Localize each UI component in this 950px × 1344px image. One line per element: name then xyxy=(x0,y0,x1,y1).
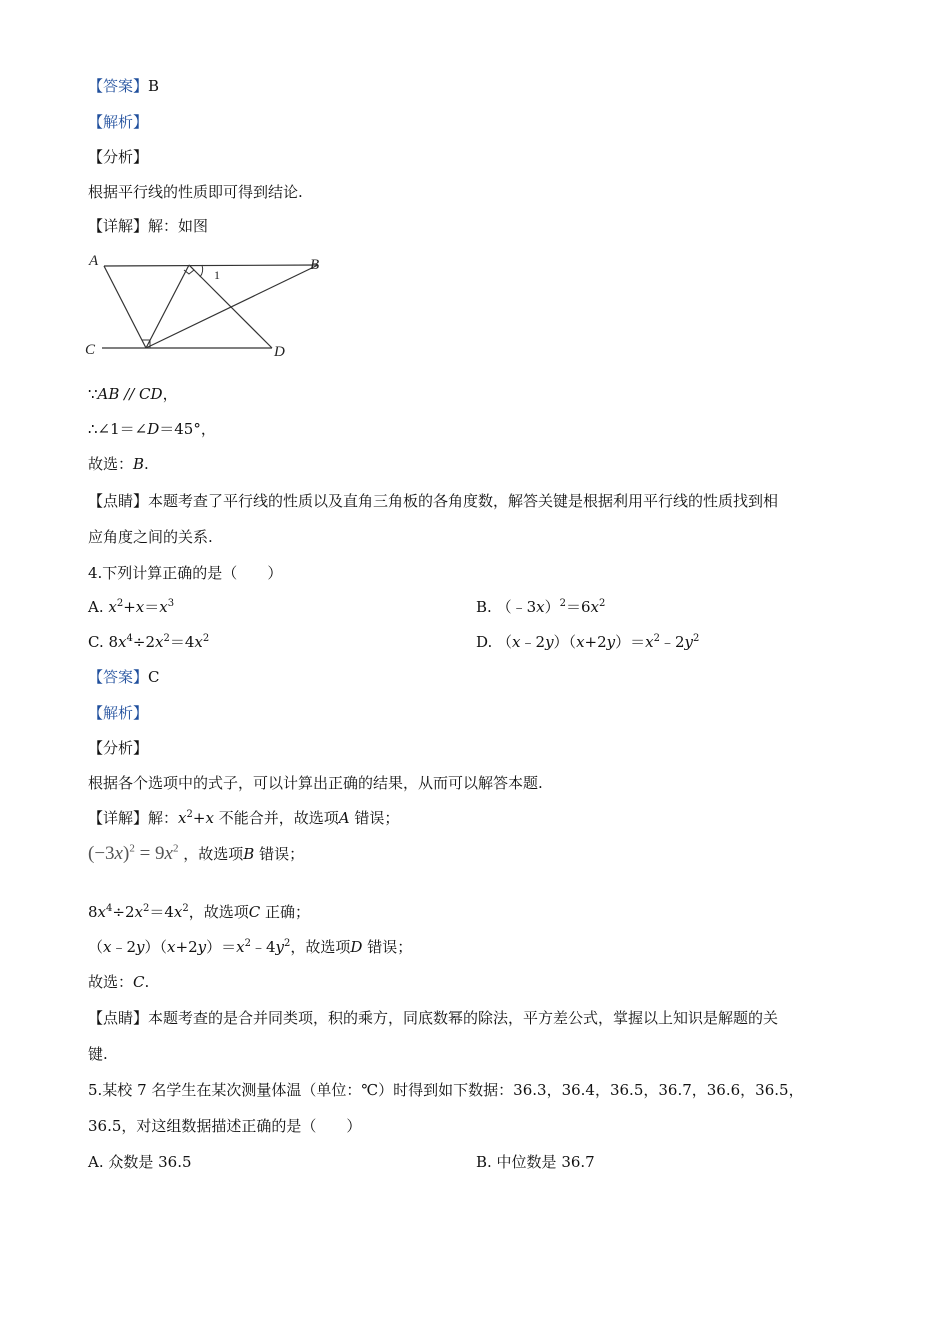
step-parallel-suffix: ， xyxy=(162,385,178,403)
answer-line xyxy=(88,76,159,96)
step-angle xyxy=(88,419,216,439)
label-c: C xyxy=(85,342,96,358)
q4-comment-line1 xyxy=(88,1008,778,1028)
q4-option-a-label: A. xyxy=(88,598,109,616)
line-ab xyxy=(104,265,318,266)
q4-fenxi-text: 根据各个选项中的式子，可以计算出正确的结果，从而可以解答本题. xyxy=(88,774,543,792)
q4-detail-b: $(-3x)^2 = 9x^2$ ，故选项B 错误； xyxy=(88,842,305,864)
q3-comment-label: 【点睛】 xyxy=(88,492,149,510)
label-b: B xyxy=(310,257,320,273)
fenxi-text: 根据平行线的性质即可得到结论. xyxy=(88,183,303,201)
q4-analysis-label: 【解析】 xyxy=(88,704,149,722)
q3-comment-line2: 应角度之间的关系. xyxy=(88,528,213,546)
step-angle-prefix: ∴∠1＝∠ xyxy=(88,420,148,438)
fenxi-label: 【分析】 xyxy=(88,148,149,166)
q4-detail-d-end: 错误； xyxy=(367,938,413,956)
q4-detail-c-letter: C xyxy=(248,903,261,921)
step-parallel-math: AB // CD xyxy=(97,385,163,403)
q4-detail-c: $8x^4\div 2x^2=4x^2$，故选项C 正确； xyxy=(88,903,311,921)
q4-detail-b-text: ，故选项 xyxy=(183,845,244,863)
q3-choice-prefix: 故选： xyxy=(88,455,134,473)
q4-detail-label: 【详解】解： xyxy=(88,809,179,827)
q4-detail-a-end: 错误； xyxy=(354,809,400,827)
label-a: A xyxy=(89,253,99,269)
q3-comment-text: 本题考查了平行线的性质以及直角三角板的各角度数，解答关键是根据利用平行线的性质找到相 xyxy=(148,492,779,510)
q3-choice xyxy=(88,454,149,474)
q4-comment-line2: 键. xyxy=(88,1045,108,1063)
q5-option-b: B. 中位数是 36.7 xyxy=(476,1153,595,1171)
q4-option-b-label: B. xyxy=(476,598,497,616)
step-parallel-prefix: ∵ xyxy=(88,385,98,403)
q4-detail-d-letter: D xyxy=(350,938,363,956)
parallel-lines-figure xyxy=(84,250,334,365)
q4-detail-d-text: ，故选项 xyxy=(290,938,351,956)
q4-choice-prefix: 故选： xyxy=(88,973,134,991)
detail-label: 【详解】解：如图 xyxy=(88,217,209,235)
line-triangle-b-side xyxy=(146,265,318,348)
q4-stem: 4.下列计算正确的是（ ） xyxy=(88,564,283,582)
q4-comment-text: 本题考查的是合并同类项，积的乘方，同底数幂的除法，平方差公式，掌握以上知识是解题的关 xyxy=(148,1009,779,1027)
q4-detail-c-text: ，故选项 xyxy=(188,903,249,921)
answer-label: 【答案】 xyxy=(88,77,149,95)
q4-detail-a: 【详解】解：$x^2+x$ 不能合并，故选项A 错误； xyxy=(88,809,400,827)
q4-option-b: B. $(﹣3x)^2=6x^2$ xyxy=(476,598,606,616)
q3-comment-line1 xyxy=(88,491,778,511)
q4-detail-a-text: 不能合并，故选项 xyxy=(218,809,339,827)
q4-detail-a-letter: A xyxy=(338,809,350,827)
q4-option-c-label: C. xyxy=(88,633,109,651)
line-triangle-leg xyxy=(146,265,189,348)
angle-1-arc xyxy=(200,265,203,277)
step-parallel xyxy=(88,384,178,404)
step-angle-math: D xyxy=(147,420,160,438)
analysis-label: 【解析】 xyxy=(88,113,149,131)
q4-detail-b-end: 错误； xyxy=(259,845,305,863)
q4-detail-d: $(x﹣2y)(x+2y)=x^2﹣4y^2$，故选项D 错误； xyxy=(88,938,413,956)
q4-choice-suffix: . xyxy=(144,973,150,991)
q4-option-a: A. $x^2+x=x^3$ xyxy=(88,598,175,616)
q4-answer-line xyxy=(88,667,160,687)
step-angle-suffix: ＝45°， xyxy=(159,420,216,438)
label-angle-1: 1 xyxy=(214,268,220,282)
line-triangle-a-side xyxy=(104,266,146,348)
q4-choice-math: C xyxy=(133,973,145,991)
label-d: D xyxy=(274,344,285,360)
q4-fenxi-label: 【分析】 xyxy=(88,739,149,757)
q4-answer-value: C xyxy=(148,668,160,686)
q4-option-d-label: D. xyxy=(476,633,498,651)
q5-option-a: A. 众数是 36.5 xyxy=(88,1153,192,1171)
q4-option-d: D. $(x﹣2y)(x+2y)=x^2﹣2y^2$ xyxy=(476,633,700,651)
q3-choice-math: B xyxy=(133,455,145,473)
q4-choice xyxy=(88,972,149,992)
line-triangle-d-side xyxy=(189,265,272,348)
q4-detail-c-end: 正确； xyxy=(265,903,311,921)
answer-value: B xyxy=(148,77,160,95)
q5-stem-line1: 5.某校 7 名学生在某次测量体温（单位：℃）时得到如下数据：36.3，36.4，36.5，36.7，36.6，36.5， xyxy=(88,1081,804,1099)
q4-answer-label: 【答案】 xyxy=(88,668,149,686)
q5-stem-line2: 36.5，对这组数据描述正确的是（ ） xyxy=(88,1117,362,1135)
q4-option-c: C. $8x^4\div 2x^2=4x^2$ xyxy=(88,633,210,651)
q3-choice-suffix: . xyxy=(144,455,149,473)
q4-comment-label: 【点睛】 xyxy=(88,1009,149,1027)
q4-detail-b-letter: B xyxy=(243,845,255,863)
